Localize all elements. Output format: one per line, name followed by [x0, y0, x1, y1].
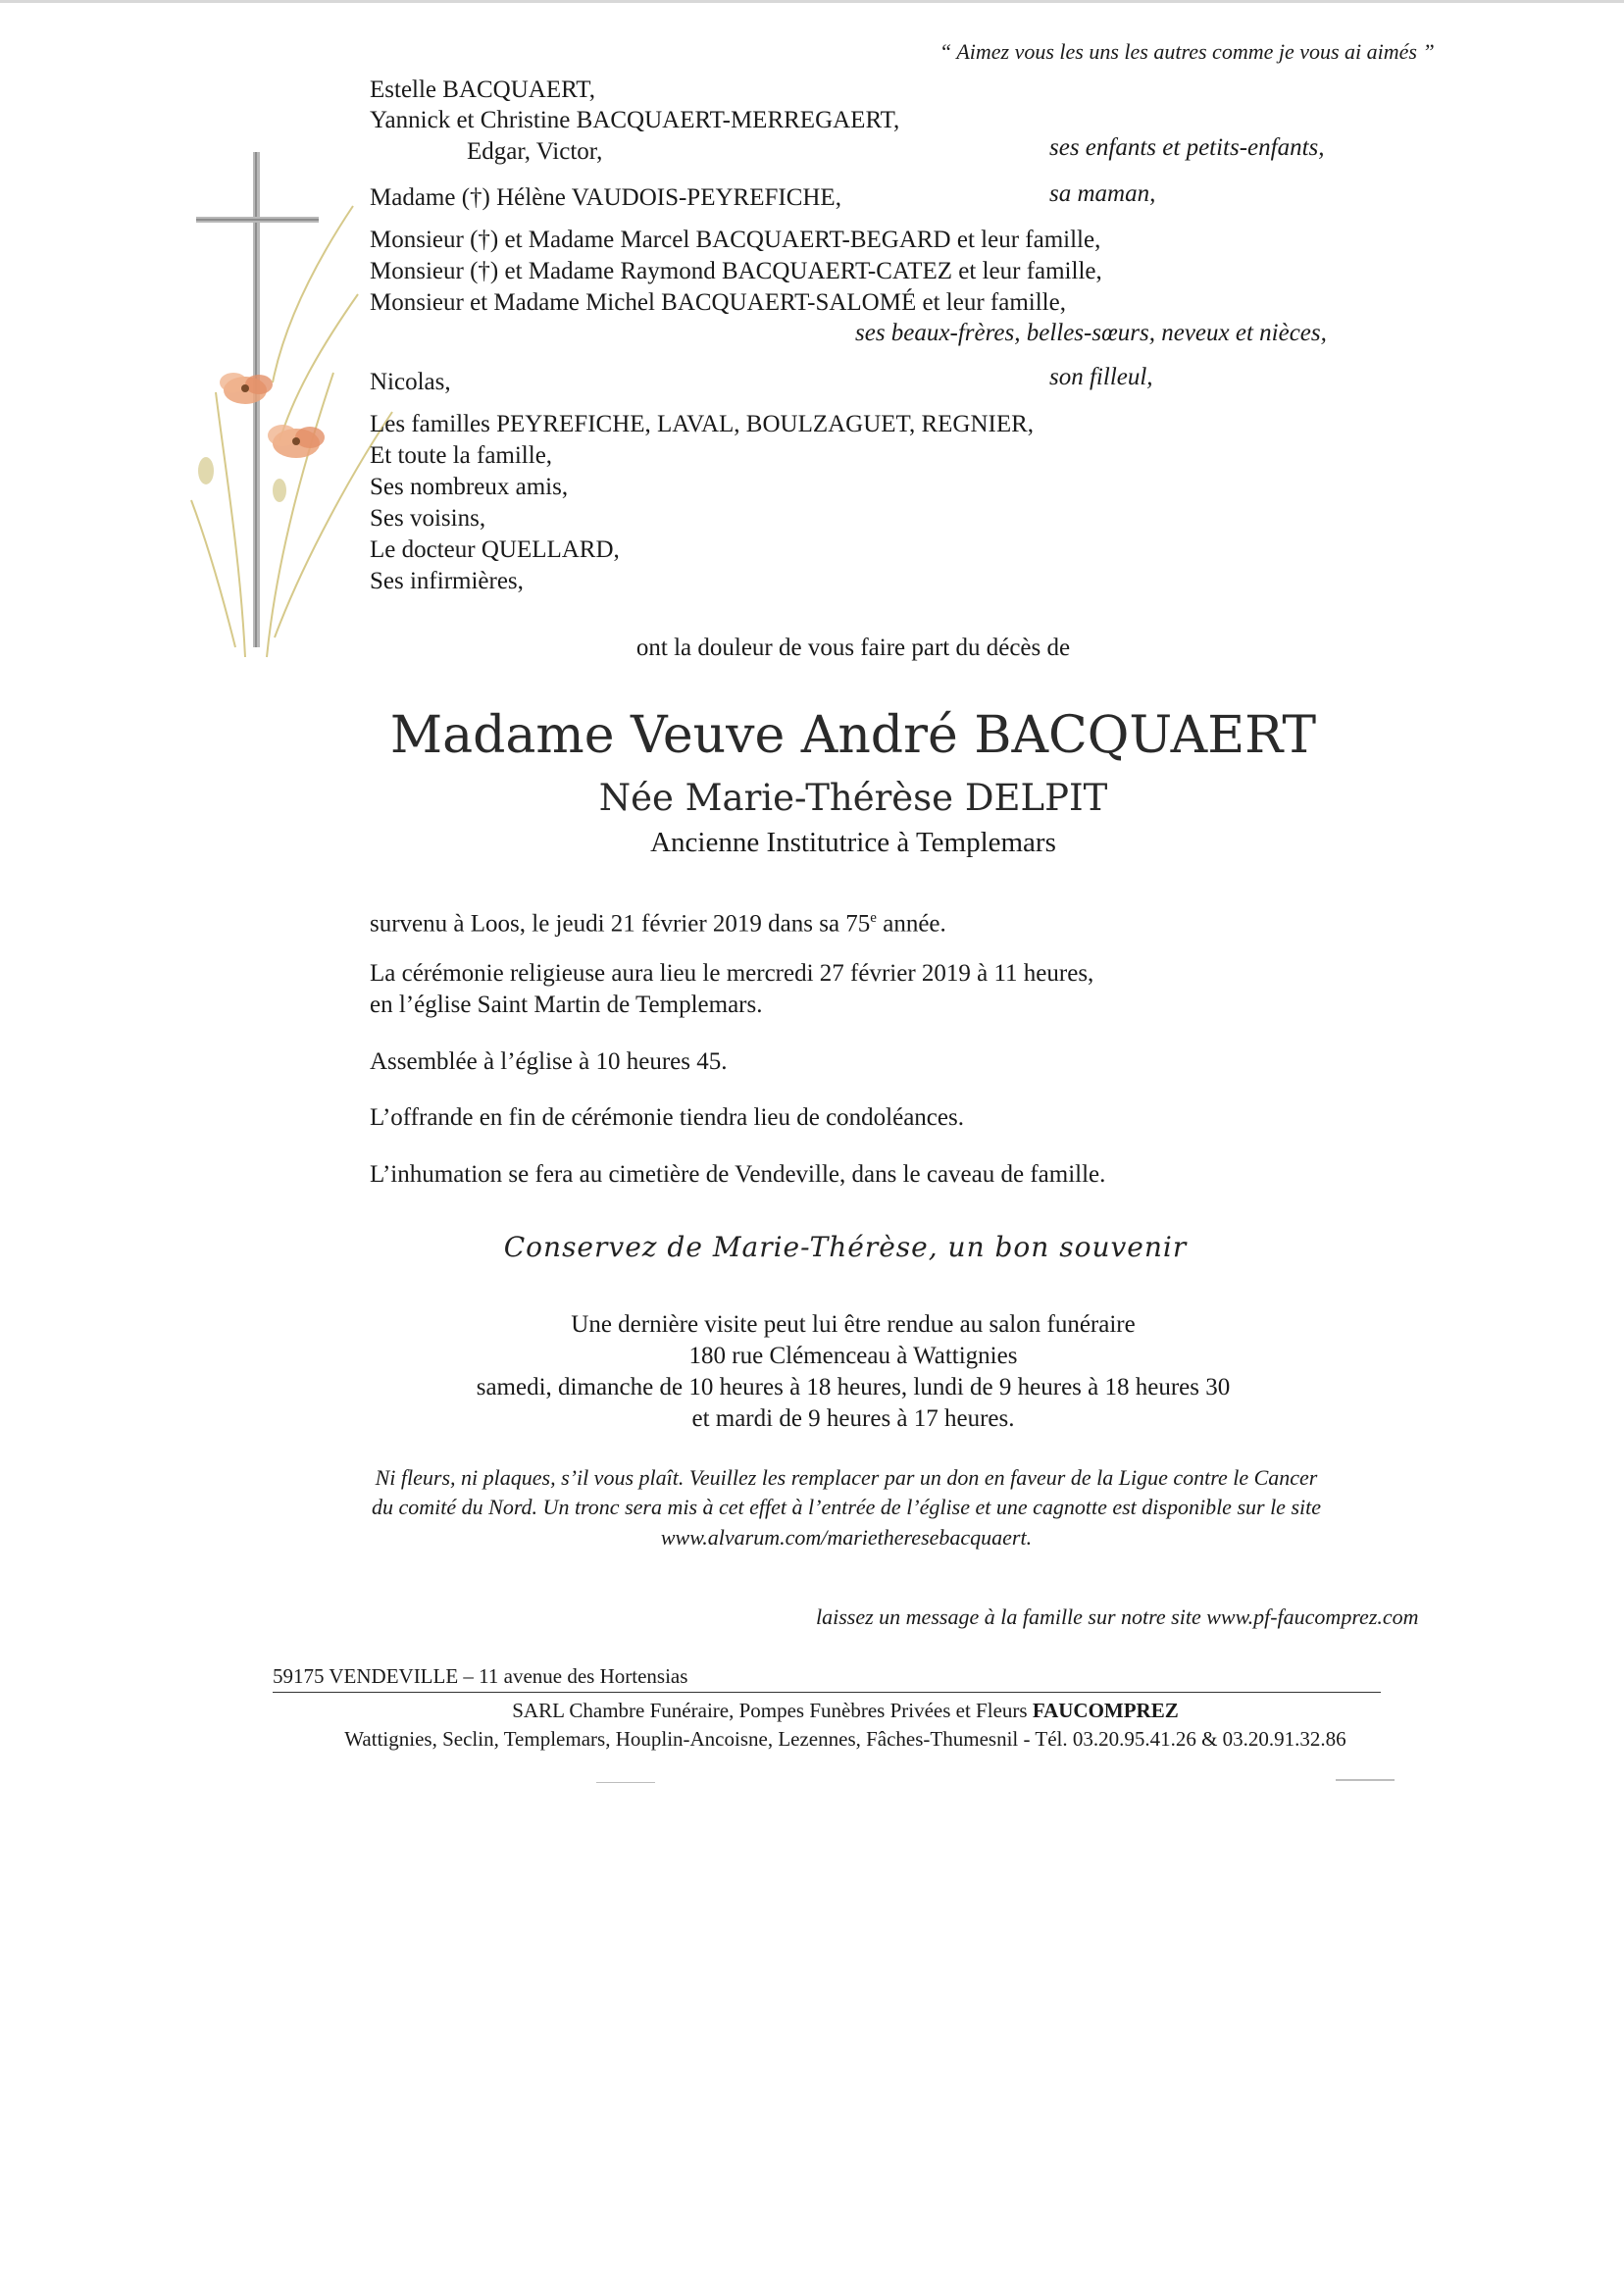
- ordinal-suffix: e: [870, 910, 877, 926]
- assembly-line: Assemblée à l’église à 10 heures 45.: [370, 1048, 728, 1075]
- whole-family-line: Et toute la famille,: [370, 442, 553, 469]
- offering-line: L’offrande en fin de cérémonie tiendra lieu de condoléances.: [370, 1104, 964, 1131]
- family-member-edgar: Edgar, Victor,: [467, 138, 603, 165]
- death-details: [370, 903, 946, 939]
- doctor-line: Le docteur QUELLARD,: [370, 536, 620, 563]
- children-label: ses enfants et petits-enfants,: [1049, 134, 1325, 161]
- family-member-michel: Monsieur et Madame Michel BACQUAERT-SALOMÉ et leur famille,: [370, 289, 1066, 316]
- epigraph: “ Aimez vous les uns les autres comme je vous ai aimés ”: [939, 39, 1435, 64]
- burial-line: L’inhumation se fera au cimetière de Vendeville, dans le caveau de famille.: [370, 1161, 1106, 1188]
- announcement: ont la douleur de vous faire part du décès de: [635, 635, 1071, 661]
- company-description: SARL Chambre Funéraire, Pompes Funèbres Privées et Fleurs: [512, 1699, 1033, 1722]
- family-member-yannick: Yannick et Christine BACQUAERT-MERREGAERT,: [370, 107, 900, 133]
- deceased-profession: Ancienne Institutrice à Templemars: [650, 827, 1056, 858]
- poppy-icon: [198, 373, 325, 502]
- visit-line-2: 180 rue Clémenceau à Wattignies: [688, 1343, 1018, 1369]
- top-border: [0, 0, 1624, 3]
- mother-label: sa maman,: [1049, 180, 1156, 207]
- website-message: laissez un message à la famille sur notre site www.pf-faucomprez.com: [816, 1604, 1419, 1629]
- remembrance-line: Conservez de Marie-Thérèse, un bon souvenir: [503, 1231, 1188, 1263]
- footer-divider: [273, 1692, 1381, 1693]
- visit-line-4: et mardi de 9 heures à 17 heures.: [691, 1405, 1015, 1432]
- scan-smudge: [596, 1782, 655, 1783]
- godson-label: son filleul,: [1049, 364, 1153, 390]
- visit-line-3: samedi, dimanche de 10 heures à 18 heures, lundi de 9 heures à 18 heures 30: [476, 1374, 1231, 1400]
- families-line: Les familles PEYREFICHE, LAVAL, BOULZAGUET, REGNIER,: [370, 411, 1035, 437]
- donation-line-1: Ni fleurs, ni plaques, s’il vous plaît. Veuillez les remplacer par un don en faveur de la Ligue contre le Cancer: [375, 1465, 1318, 1490]
- ceremony-line-2: en l’église Saint Martin de Templemars.: [370, 992, 763, 1018]
- company-locations: Wattignies, Seclin, Templemars, Houplin-Ancoisne, Lezennes, Fâches-Thumesnil - Tél. 03.20.95.41.26 & 03.20.91.32.86: [344, 1727, 1346, 1751]
- deceased-birth-name: Née Marie-Thérèse DELPIT: [598, 777, 1108, 819]
- visit-line-1: Une dernière visite peut lui être rendue au salon funéraire: [571, 1311, 1136, 1338]
- company-name: FAUCOMPREZ: [1032, 1699, 1179, 1722]
- inlaws-label: ses beaux-frères, belles-sœurs, neveux et nièces,: [855, 320, 1327, 346]
- family-member-raymond: Monsieur (†) et Madame Raymond BACQUAERT-CATEZ et leur famille,: [370, 258, 1102, 284]
- family-member-nicolas: Nicolas,: [370, 369, 451, 395]
- scan-smudge: [1336, 1779, 1395, 1781]
- family-member-helene: Madame (†) Hélène VAUDOIS-PEYREFICHE,: [370, 184, 841, 211]
- death-text: survenu à Loos, le jeudi 21 février 2019 dans sa 75: [370, 910, 871, 938]
- donation-line-2: du comité du Nord. Un tronc sera mis à cet effet à l’entrée de l’église et une cagnotte est disponible sur le site: [372, 1495, 1321, 1519]
- family-member-estelle: Estelle BACQUAERT,: [370, 76, 595, 103]
- donation-line-3: www.alvarum.com/marietheresebacquaert.: [660, 1525, 1033, 1550]
- death-text-end: année.: [876, 910, 946, 938]
- neighbours-line: Ses voisins,: [370, 505, 486, 532]
- friends-line: Ses nombreux amis,: [370, 474, 569, 500]
- ceremony-line-1: La cérémonie religieuse aura lieu le mercredi 27 février 2019 à 11 heures,: [370, 960, 1094, 987]
- company-line: [0, 1698, 1624, 1723]
- deceased-name: Madame Veuve André BACQUAERT: [389, 706, 1317, 765]
- funeral-home-address: 59175 VENDEVILLE – 11 avenue des Hortensias: [273, 1664, 688, 1688]
- nurses-line: Ses infirmières,: [370, 568, 524, 594]
- family-member-marcel: Monsieur (†) et Madame Marcel BACQUAERT-BEGARD et leur famille,: [370, 227, 1101, 253]
